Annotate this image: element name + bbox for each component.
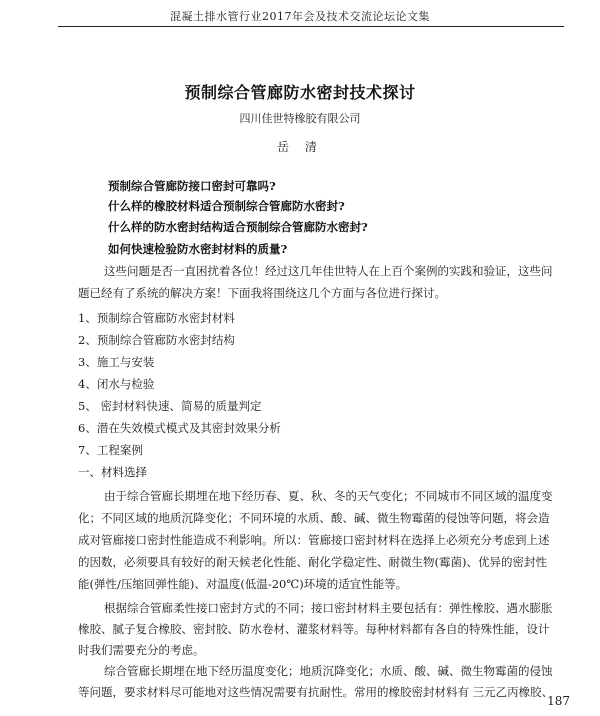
question-3: 什么样的防水密封结构适合预制综合管廊防水密封? — [108, 220, 368, 234]
outline-item-7: 7、工程案例 — [78, 443, 143, 457]
para3-line-1: 综合管廊长期埋在地下经历温度变化；地质沉降变化；水质、酸、碱、微生物霉菌的侵蚀 — [104, 664, 553, 678]
outline-item-3: 3、施工与安装 — [78, 355, 155, 369]
outline-item-2: 2、预制综合管廊防水密封结构 — [78, 333, 235, 347]
header-rule — [58, 26, 564, 27]
outline-item-6: 6、潜在失效模式模式及其密封效果分析 — [78, 421, 281, 435]
page-number: 187 — [547, 694, 570, 708]
intro-line-1: 这些问题是否一直困扰着各位！经过这几年佳世特人在上百个案例的实践和验证，这些问 — [104, 264, 553, 278]
para3-line-2: 等问题，要求材料尽可能地对这些情况需要有抗耐性。常用的橡胶密封材料有 三元乙丙橡胶、 — [78, 685, 554, 699]
section-heading: 一、材料选择 — [78, 465, 147, 479]
para1-line-4: 的因数，必须要具有较好的耐天候老化性能、耐化学稳定性、耐微生物(霉菌)、优异的密封性 — [78, 555, 547, 569]
para1-line-3: 成对管廊接口密封性能造成不利影响。所以：管廊接口密封材料在选择上必须充分考虑到上述 — [78, 533, 550, 547]
paper-title: 预制综合管廊防水密封技术探讨 — [184, 83, 416, 102]
question-4: 如何快速检验防水密封材料的质量? — [108, 242, 288, 256]
running-header: 混凝土排水管行业2017年会及技术交流论坛论文集 — [170, 10, 430, 23]
affiliation: 四川佳世特橡胶有限公司 — [239, 112, 361, 125]
para1-line-5: 能(弹性/压缩回弹性能)、对温度(低温-20℃)环境的适宜性能等。 — [78, 577, 408, 591]
intro-line-2: 题已经有了系统的解决方案！下面我将围绕这几个方面与各位进行探讨。 — [78, 286, 446, 300]
para1-line-2: 化；不同区域的地质沉降变化；不同环境的水质、酸、碱、微生物霉菌的侵蚀等问题，将会造 — [78, 511, 550, 525]
question-2: 什么样的橡胶材料适合预制综合管廊防水密封? — [108, 199, 345, 213]
para1-line-1: 由于综合管廊长期埋在地下经历春、夏、秋、冬的天气变化；不同城市不同区域的温度变 — [104, 489, 553, 503]
question-1: 预制综合管廊防接口密封可靠吗? — [108, 179, 276, 193]
outline-item-5: 5、 密封材料快速、简易的质量判定 — [78, 399, 262, 413]
para2-line-1: 根据综合管廊柔性接口密封方式的不同；接口密封材料主要包括有：弹性橡胶、遇水膨胀 — [104, 601, 553, 615]
para2-line-3: 时我们需要充分的考虑。 — [78, 643, 205, 657]
outline-item-1: 1、预制综合管廊防水密封材料 — [78, 311, 235, 325]
para2-line-2: 橡胶、腻子复合橡胶、密封胶、防水卷材、灌浆材料等。每种材料都有各自的特殊性能，设计 — [78, 622, 550, 636]
author: 岳 清 — [277, 140, 323, 154]
outline-item-4: 4、闭水与检验 — [78, 377, 155, 391]
